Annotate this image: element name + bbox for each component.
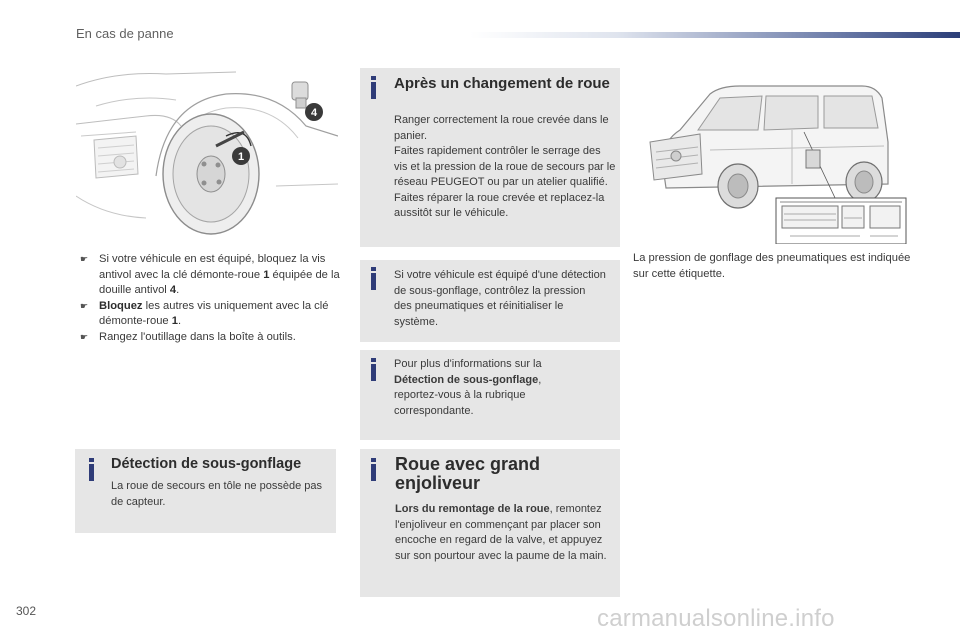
header-gradient-bar xyxy=(470,32,960,38)
arrow-icon: ☛ xyxy=(80,331,89,342)
info-icon xyxy=(371,273,376,290)
list-item: ☛ Si votre véhicule en est équipé, bloquez la vis antivol avec la clé démonte-roue 1 équipée de la douille antivol 4. xyxy=(80,253,340,297)
info-icon xyxy=(371,82,376,99)
info-icon xyxy=(371,464,376,481)
arrow-icon: ☛ xyxy=(80,254,89,264)
enjoliveur-box xyxy=(360,449,620,597)
label-caption: La pression de gonflage des pneumatiques est indiquée sur cette étiquette. xyxy=(633,252,911,280)
list-item: ☛ Bloquez les autres vis uniquement avec la clé démonte-roue 1. xyxy=(80,299,329,328)
box-text: Pour plus d'informations sur la Détection de sous-gonflage, reportez-vous à la rubrique correspondante. xyxy=(394,358,542,417)
callout-4: 4 xyxy=(310,107,318,119)
info-icon xyxy=(89,464,94,481)
wheel-change-illustration xyxy=(76,66,338,238)
paragraph: Faites réparer la roue crevée et replacez-la aussitôt sur le véhicule. xyxy=(394,191,605,219)
page-number: 302 xyxy=(16,604,37,618)
box-title: Détection de sous-gonflage xyxy=(111,456,302,472)
reinitialisation-box xyxy=(360,260,620,342)
box-text: La roue de secours en tôle ne possède pas de capteur. xyxy=(111,480,322,508)
box-text xyxy=(394,113,616,222)
apres-changement-box xyxy=(360,68,620,247)
box-text: Si votre véhicule est équipé d'une détection de sous-gonflage, contrôlez la pression des pneumatiques et réinitialiser le système. xyxy=(394,269,606,328)
plus-info-box xyxy=(360,350,620,440)
detection-info-box xyxy=(75,449,336,533)
van-illustration xyxy=(640,72,908,244)
list-item: ☛ Rangez l'outillage dans la boîte à outils. xyxy=(80,330,342,346)
callout-1: 1 xyxy=(237,151,245,163)
paragraph: Faites rapidement contrôler le serrage des vis et la pression de la roue de secours par le réseau PEUGEOT ou par un atelier qualifié. xyxy=(394,145,616,188)
arrow-icon: ☛ xyxy=(80,300,89,311)
watermark: carmanualsonline.info xyxy=(597,605,835,632)
box-text: Lors du remontage de la roue, remontez l'enjoliveur en commençant par placer son encoche en regard de la valve, et appuyez sur son pourtour avec la paume de la main. xyxy=(395,503,607,562)
box-title: Après un changement de roue xyxy=(394,75,610,92)
paragraph: Ranger correctement la roue crevée dans le panier. xyxy=(394,114,609,142)
info-icon xyxy=(371,364,376,381)
instruction-list xyxy=(80,252,342,346)
section-title: En cas de panne xyxy=(76,26,174,41)
box-title: Roue avec grand enjoliveur xyxy=(395,454,541,493)
